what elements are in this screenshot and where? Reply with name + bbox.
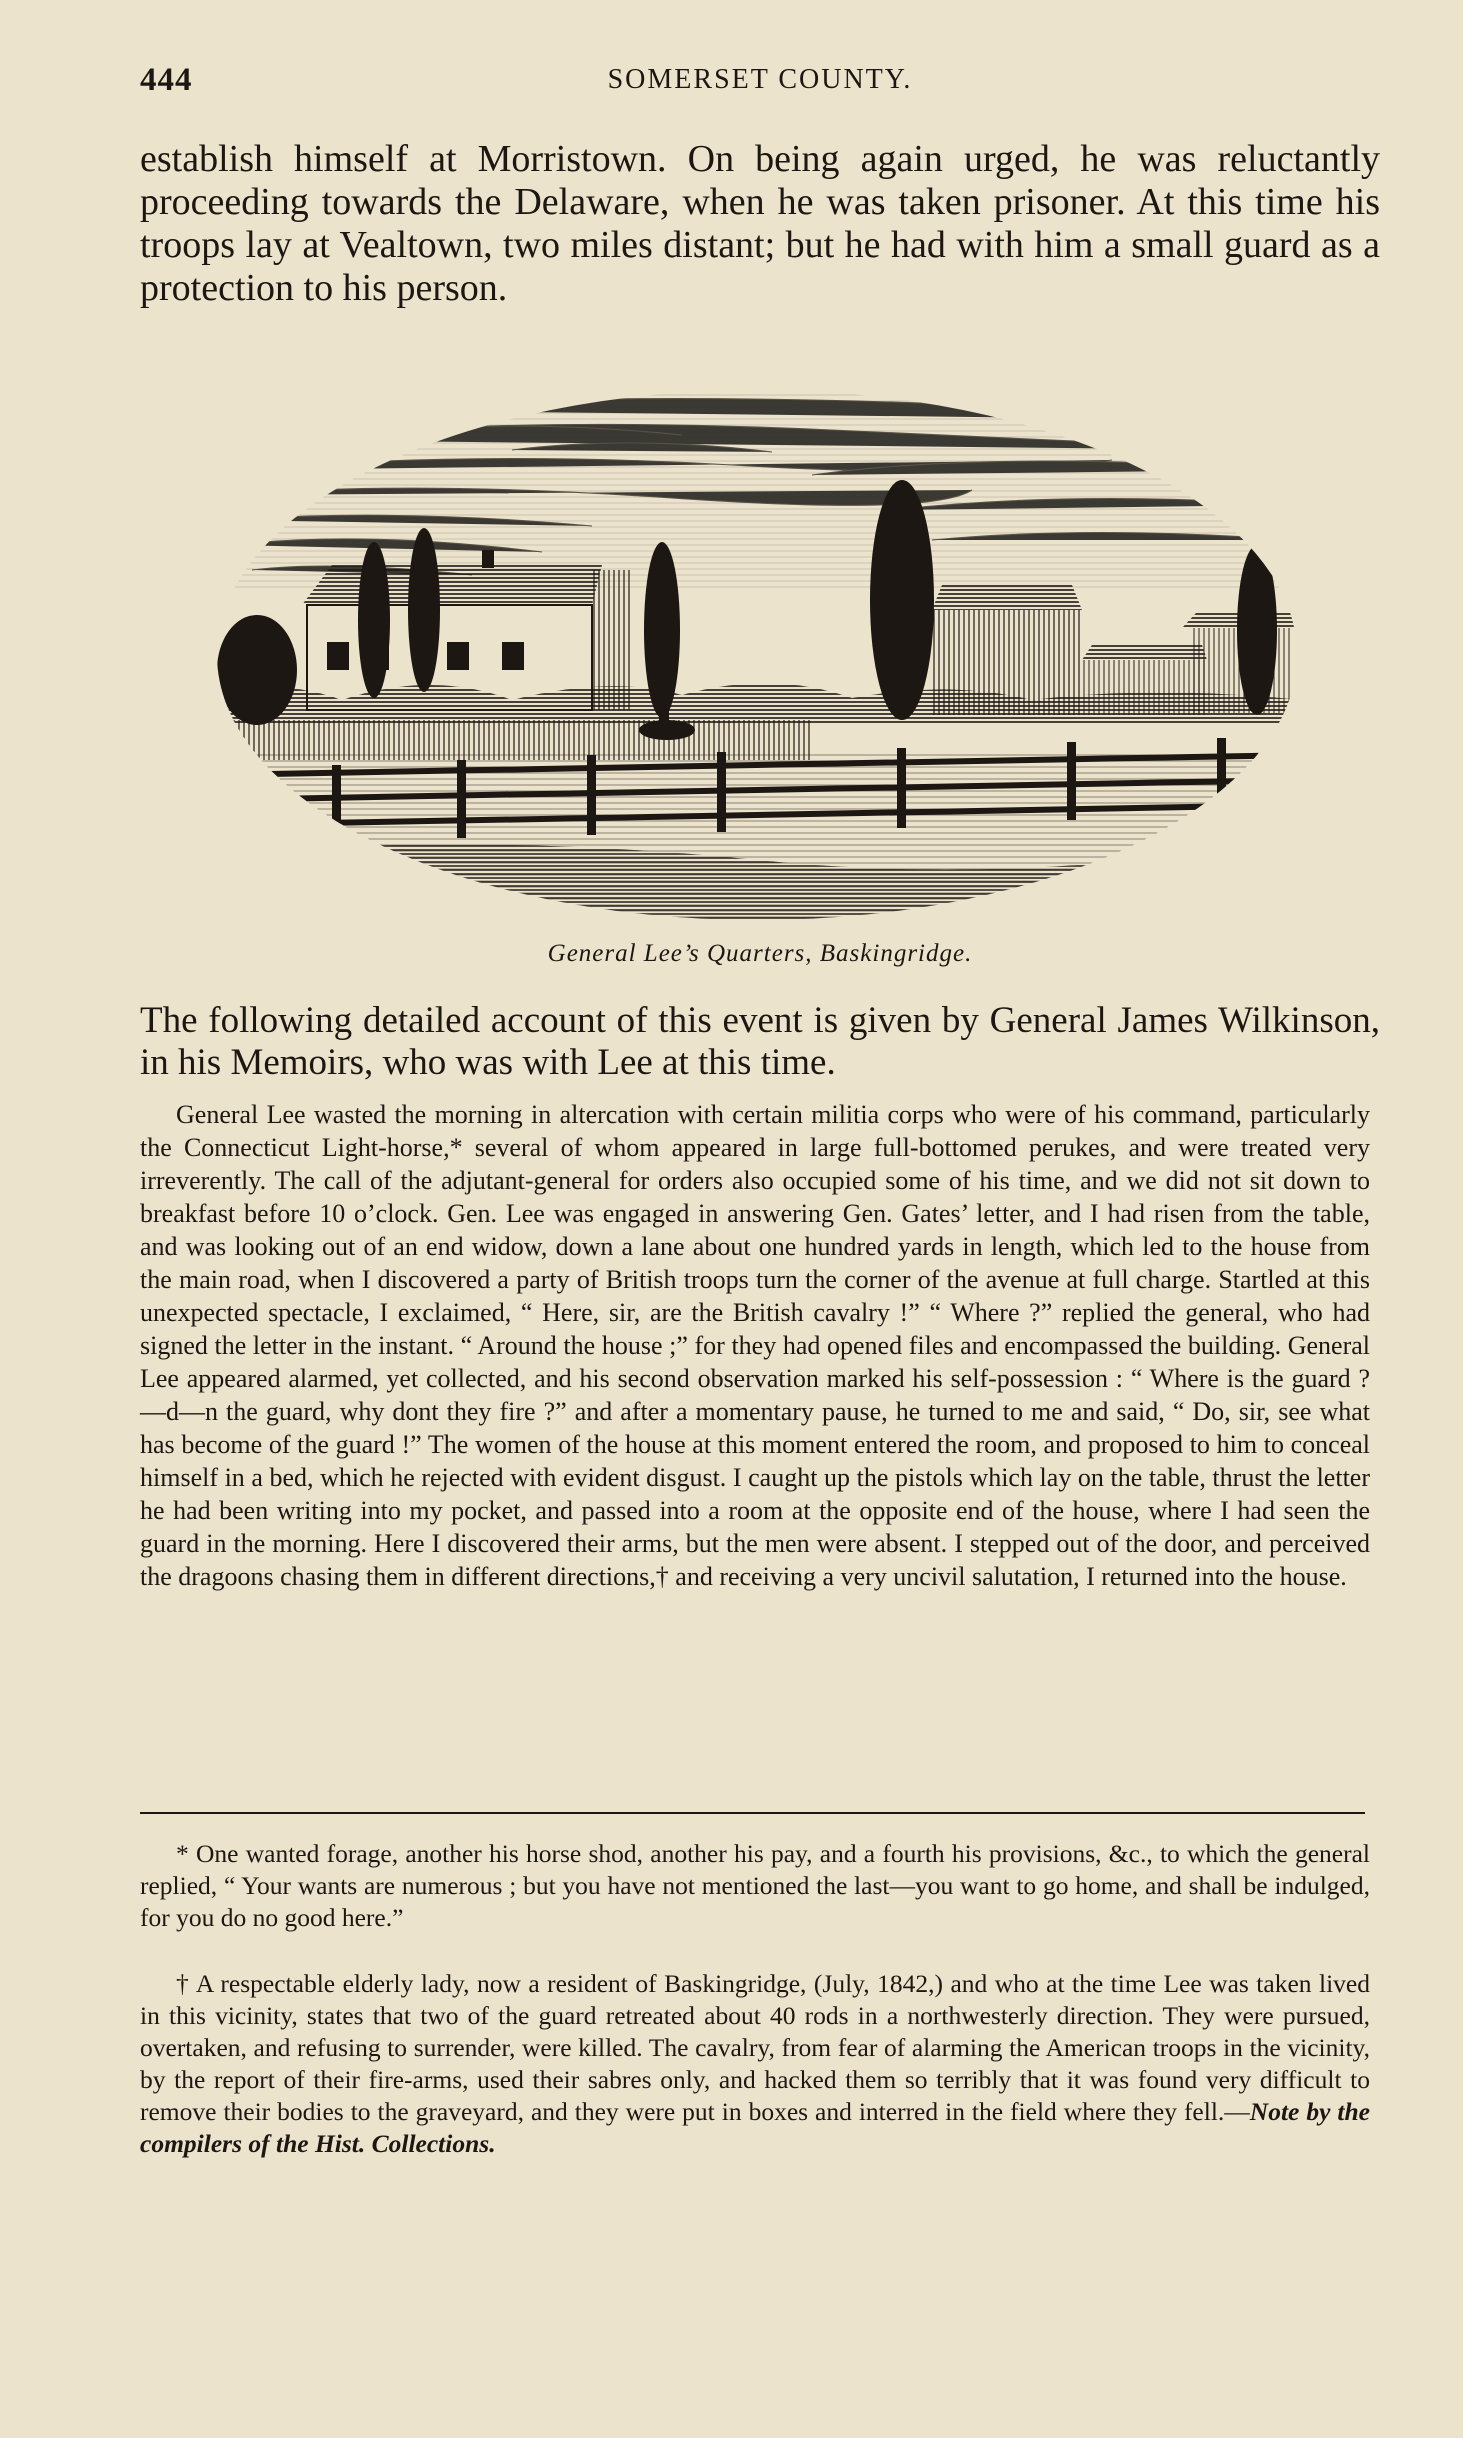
- intro-paragraph: The following detailed account of this event is given by General James Wilkinson, in his Memoirs, who was with Lee at this time.: [140, 1000, 1380, 1083]
- footnote-1: * One wanted forage, another his horse shod, another his pay, and a fourth his provisions, &c., to which the general replied, “ Your wants are numerous ; but you have not mentioned the last—you want to go home, and shall be indulged, for you do no good here.”: [140, 1839, 1370, 1932]
- footnote-2: [140, 1968, 1370, 2160]
- figure-caption: General Lee’s Quarters, Baskingridge.: [547, 940, 973, 967]
- running-head: SOMERSET COUNTY.: [607, 64, 913, 95]
- footnote-2-text: † A respectable elderly lady, now a resident of Baskingridge, (July, 1842,) and who at the time Lee was taken lived in this vicinity, states that two of the guard retreated about 40 rods in a northwesterly direction. They were pursued, overtaken, and refusing to surrender, were killed. The cavalry, from fear of alarming the American troops in the vicinity, by the report of their fire-arms, used their sabres only, and hacked them so terribly that it was found very difficult to remove their bodies to the graveyard, and they were put in boxes and interred in the field where they fell.—: [140, 1969, 1370, 2126]
- footnote-2-attribution: Note by the compilers of the Hist. Collections.: [140, 2097, 1370, 2158]
- page-number: 444: [140, 62, 193, 98]
- lead-paragraph: establish himself at Morristown. On being again urged, he was reluctantly proceeding towards the Delaware, when he was taken prisoner. At this time his troops lay at Vealtown, two miles distant; but he had with him a small guard as a protection to his person.: [140, 138, 1380, 309]
- page-header: [140, 62, 1380, 112]
- engraving-illustration: [212, 380, 1302, 920]
- quoted-memoir-paragraph: General Lee wasted the morning in altercation with certain militia corps who were of his command, particularly the Connecticut Light-horse,* several of whom appeared in large full-bottomed perukes, and were treated very irreverently. The call of the adjutant-general for orders also occupied some of his time, and we did not sit down to breakfast before 10 o’clock. Gen. Lee was engaged in answering Gen. Gates’ letter, and I had risen from the table, and was looking out of an end widow, down a lane about one hundred yards in length, which led to the house from the main road, when I discovered a party of British troops turn the corner of the avenue at full charge. Startled at this unexpected spectacle, I exclaimed, “ Here, sir, are the British cavalry !” “ Where ?” replied the general, who had signed the letter in the instant. “ Around the house ;” for they had opened files and encompassed the building. General Lee appeared alarmed, yet collected, and his second observation marked his self-possession : “ Where is the guard ?—d—n the guard, why dont they fire ?” and after a momentary pause, he turned to me and said, “ Do, sir, see what has become of the guard !” The women of the house at this moment entered the room, and proposed to him to conceal himself in a bed, which he rejected with evident disgust. I caught up the pistols which lay on the table, thrust the letter he had been writing into my pocket, and passed into a room at the opposite end of the house, where I had seen the guard in the morning. Here I discovered their arms, but the men were absent. I stepped out of the door, and perceived the dragoons chasing them in different directions,† and receiving a very uncivil salutation, I returned into the house.: [140, 1100, 1370, 1591]
- engraving-svg: [212, 380, 1302, 920]
- footnote-rule: [140, 1812, 1365, 1814]
